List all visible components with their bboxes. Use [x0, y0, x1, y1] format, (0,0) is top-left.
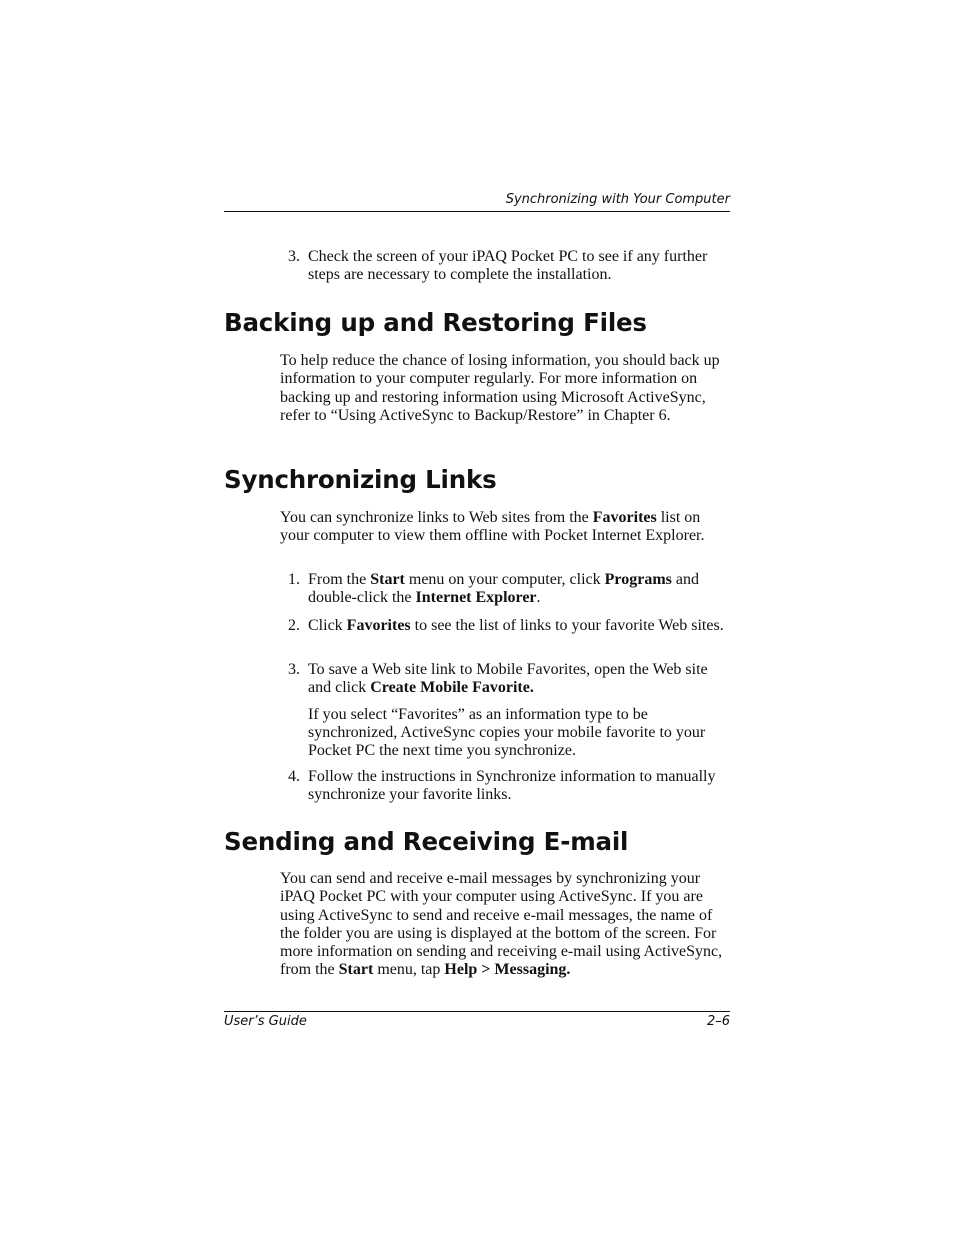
- footer-rule: [224, 1011, 730, 1012]
- page-number: 2–6: [706, 1014, 730, 1029]
- links-step-1: [280, 571, 732, 608]
- step-text: Check the screen of your iPAQ Pocket PC to see if any further steps are necessary to complete the installation.: [308, 248, 708, 284]
- backup-paragraph: [280, 352, 732, 425]
- step-number: 3.: [288, 661, 300, 678]
- internet-explorer-term: Internet Explorer: [415, 589, 537, 607]
- favorites-term: Favorites: [346, 617, 411, 634]
- step-text: Click Favorites to see the list of links to your favorite Web sites.: [308, 617, 724, 634]
- favorites-term: Favorites: [592, 509, 657, 526]
- create-mobile-favorite-term: Create Mobile Favorite.: [370, 679, 534, 697]
- start-term: Start: [338, 961, 374, 979]
- step-text: From the Start menu on your computer, click Programs and double-click the Internet Explorer.: [308, 571, 699, 607]
- step-number: 2.: [288, 617, 300, 634]
- section-heading-links: Synchronizing Links: [224, 465, 497, 494]
- step-number: 4.: [288, 768, 300, 785]
- section-heading-email: Sending and Receiving E-mail: [224, 827, 629, 856]
- links-step-4: [280, 768, 732, 805]
- backup-text: To help reduce the chance of losing information, you should back up information to your computer regularly. For more information on backing up and restoring information using Microsoft ActiveSync, refer to “Using ActiveSync to Backup/Restore” in Chapter 6.: [280, 352, 720, 424]
- running-header: Synchronizing with Your Computer: [505, 192, 730, 207]
- section-heading-backup: Backing up and Restoring Files: [224, 308, 647, 337]
- step-text: Follow the instructions in Synchronize information to manually synchronize your favorite links.: [308, 768, 716, 804]
- step-note: If you select “Favorites” as an information type to be synchronized, ActiveSync copies your mobile favorite to your Pocket PC the next time you synchronize.: [308, 705, 706, 760]
- start-term: Start: [370, 571, 405, 588]
- email-text-2: menu, tap: [373, 961, 445, 979]
- step-number: 3.: [288, 248, 300, 265]
- help-messaging-term: Help > Messaging.: [444, 961, 571, 979]
- email-paragraph: [280, 870, 732, 980]
- email-text-1: You can send and receive e-mail messages by synchronizing your iPAQ Pocket PC with your computer using ActiveSync. If you are using ActiveSync to send and receive e-mail messages, the name of the folder you are using is displayed at the bottom of the screen. For more information on sending and receiving e-mail using ActiveSync, from the: [280, 870, 723, 979]
- step-number: 1.: [288, 571, 300, 588]
- links-intro-text-2: list on your computer to view them offline with Pocket Internet Explorer.: [280, 509, 705, 545]
- links-step-3: [280, 661, 732, 760]
- links-step-2: [280, 617, 732, 635]
- programs-term: Programs: [604, 571, 672, 588]
- step-text: To save a Web site link to Mobile Favorites, open the Web site and click Create Mobile Favorite.: [308, 661, 708, 697]
- footer-guide-title: User’s Guide: [224, 1014, 307, 1029]
- links-intro-paragraph: [280, 509, 732, 546]
- installation-step: [280, 248, 732, 285]
- links-intro-text-1: You can synchronize links to Web sites from the: [280, 509, 593, 526]
- header-rule: [224, 211, 730, 212]
